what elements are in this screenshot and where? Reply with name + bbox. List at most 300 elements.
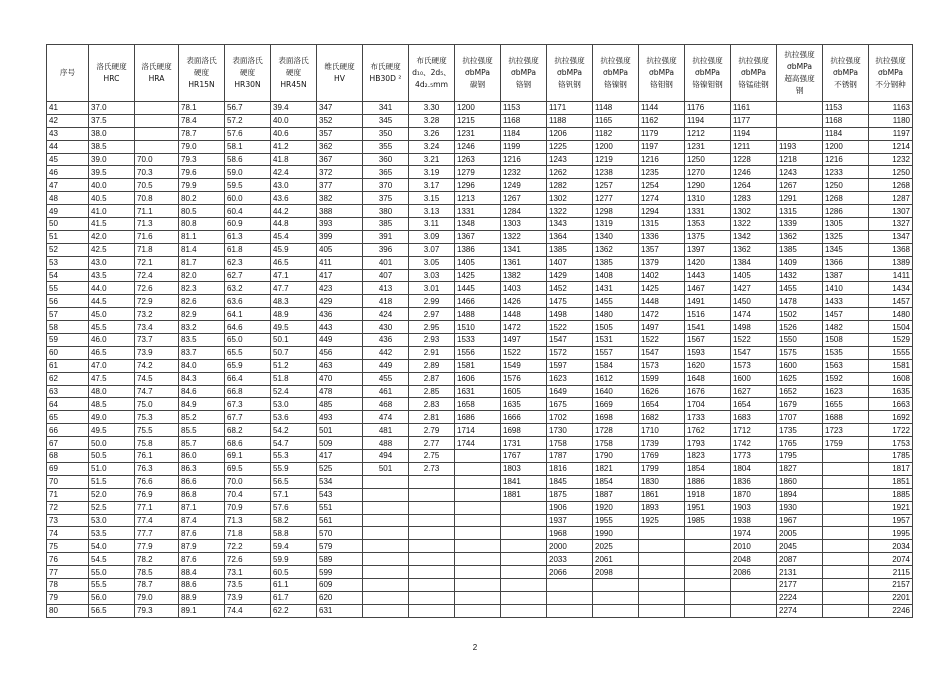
column-header-line: 铬镍钢 [604, 80, 627, 89]
table-cell [823, 475, 869, 488]
table-cell [135, 102, 179, 115]
table-cell: 382 [317, 192, 363, 205]
table-cell: 55.3 [271, 450, 317, 463]
table-cell: 2087 [777, 553, 823, 566]
table-cell: 79.3 [179, 153, 225, 166]
table-row [47, 553, 913, 566]
table-cell: 1153 [501, 102, 547, 115]
table-cell [685, 604, 731, 617]
table-cell: 1635 [501, 398, 547, 411]
table-cell: 2061 [593, 553, 639, 566]
table-cell: 1893 [639, 501, 685, 514]
table-cell [455, 540, 501, 553]
table-cell: 360 [363, 153, 409, 166]
table-cell: 71 [47, 488, 89, 501]
table-cell: 1549 [501, 359, 547, 372]
table-cell: 45.4 [271, 230, 317, 243]
table-row [47, 153, 913, 166]
table-cell: 82.0 [179, 269, 225, 282]
table-cell: 1457 [823, 308, 869, 321]
table-cell [455, 514, 501, 527]
table-cell: 1386 [455, 243, 501, 256]
table-cell: 1246 [455, 140, 501, 153]
table-cell: 494 [363, 450, 409, 463]
table-cell [501, 578, 547, 591]
table-cell: 443 [317, 321, 363, 334]
table-cell [363, 578, 409, 591]
table-cell: 51.5 [89, 475, 135, 488]
table-cell: 61.3 [225, 230, 271, 243]
column-header-line: 抗拉强度 [738, 56, 769, 65]
table-cell: 1508 [823, 334, 869, 347]
table-cell: 1443 [685, 269, 731, 282]
table-row [47, 269, 913, 282]
table-cell: 72.2 [225, 540, 271, 553]
table-cell: 1268 [869, 179, 913, 192]
table-cell: 2.79 [409, 424, 455, 437]
table-cell: 49.5 [89, 424, 135, 437]
table-row [47, 591, 913, 604]
table-cell: 1649 [547, 385, 593, 398]
table-cell: 1410 [823, 282, 869, 295]
table-cell: 1683 [731, 411, 777, 424]
table-cell: 3.09 [409, 230, 455, 243]
table-cell: 1765 [777, 437, 823, 450]
table-cell: 1854 [593, 475, 639, 488]
table-cell: 1723 [823, 424, 869, 437]
table-cell: 40.6 [271, 127, 317, 140]
table-cell [593, 604, 639, 617]
column-header [317, 45, 363, 102]
table-cell [455, 501, 501, 514]
table-cell [731, 578, 777, 591]
table-cell: 1357 [639, 243, 685, 256]
table-cell: 47 [47, 179, 89, 192]
table-cell: 1279 [455, 166, 501, 179]
table-cell: 417 [317, 269, 363, 282]
table-cell: 1522 [731, 334, 777, 347]
table-cell: 1211 [731, 140, 777, 153]
table-cell: 1531 [593, 334, 639, 347]
table-cell: 1731 [501, 437, 547, 450]
table-cell: 55.0 [89, 566, 135, 579]
table-cell: 352 [317, 114, 363, 127]
table-row [47, 256, 913, 269]
table-row [47, 475, 913, 488]
table-cell: 50 [47, 218, 89, 231]
table-cell: 609 [317, 578, 363, 591]
table-cell: 1698 [593, 411, 639, 424]
table-cell: 1200 [455, 102, 501, 115]
table-cell: 1432 [777, 269, 823, 282]
table-row [47, 166, 913, 179]
table-cell [685, 591, 731, 604]
table-cell: 1707 [777, 411, 823, 424]
table-cell: 73.1 [225, 566, 271, 579]
column-header-line: HR45N [280, 80, 307, 89]
table-cell: 2.87 [409, 372, 455, 385]
table-cell: 53.6 [271, 411, 317, 424]
column-header-line: σbMPa [740, 68, 767, 77]
table-cell: 1600 [777, 359, 823, 372]
table-row [47, 295, 913, 308]
table-cell: 1631 [455, 385, 501, 398]
table-cell: 78.7 [179, 127, 225, 140]
table-cell: 56.7 [225, 102, 271, 115]
table-cell: 37.0 [89, 102, 135, 115]
table-cell: 470 [317, 372, 363, 385]
table-cell: 1231 [455, 127, 501, 140]
table-cell: 1144 [639, 102, 685, 115]
table-cell [455, 566, 501, 579]
table-cell: 1165 [593, 114, 639, 127]
table-cell: 59.4 [271, 540, 317, 553]
table-row [47, 514, 913, 527]
table-row [47, 179, 913, 192]
table-row [47, 437, 913, 450]
table-cell: 41.0 [89, 205, 135, 218]
table-cell: 1450 [731, 295, 777, 308]
table-cell [455, 604, 501, 617]
table-row [47, 488, 913, 501]
table-cell: 87.6 [179, 527, 225, 540]
table-cell: 70.4 [225, 488, 271, 501]
table-cell: 1488 [455, 308, 501, 321]
table-cell: 73.9 [225, 591, 271, 604]
table-cell [547, 604, 593, 617]
table-cell: 73.5 [225, 578, 271, 591]
column-header-line: 不锈钢 [834, 80, 857, 89]
column-header-line: σbMPa [556, 68, 583, 77]
table-cell: 2034 [869, 540, 913, 553]
table-cell: 1767 [501, 450, 547, 463]
table-cell [455, 527, 501, 540]
table-cell: 1906 [547, 501, 593, 514]
table-cell: 77.1 [135, 501, 179, 514]
table-cell: 350 [363, 127, 409, 140]
table-cell: 1448 [639, 295, 685, 308]
table-cell: 69.1 [225, 450, 271, 463]
table-cell: 2.91 [409, 346, 455, 359]
table-cell: 1762 [685, 424, 731, 437]
table-cell: 1491 [685, 295, 731, 308]
column-header-line: HV [334, 74, 345, 83]
hardness-strength-table-container [46, 44, 910, 618]
table-cell: 1268 [823, 192, 869, 205]
table-cell: 1403 [501, 282, 547, 295]
table-cell: 60.5 [271, 566, 317, 579]
table-cell [135, 114, 179, 127]
table-cell: 72.6 [135, 282, 179, 295]
table-cell: 1225 [547, 140, 593, 153]
table-cell: 1168 [501, 114, 547, 127]
table-row [47, 372, 913, 385]
column-header-line: σbMPa [648, 68, 675, 77]
table-row [47, 346, 913, 359]
table-cell: 1250 [823, 179, 869, 192]
table-cell: 1420 [685, 256, 731, 269]
table-cell: 49 [47, 205, 89, 218]
column-header [501, 45, 547, 102]
column-header-line: σbMPa [464, 68, 491, 77]
table-cell: 56.5 [89, 604, 135, 617]
table-cell: 56.5 [271, 475, 317, 488]
table-cell: 493 [317, 411, 363, 424]
table-cell: 37.5 [89, 114, 135, 127]
column-header-line: 表面洛氏 [186, 56, 217, 65]
table-cell [823, 450, 869, 463]
column-header-line: 4d₂.₅mm [415, 80, 448, 89]
table-cell [685, 566, 731, 579]
table-cell: 1921 [869, 501, 913, 514]
table-cell: 1753 [869, 437, 913, 450]
table-cell: 1200 [593, 140, 639, 153]
table-cell: 54.5 [89, 553, 135, 566]
column-header-line: 抗拉强度 [692, 56, 723, 65]
table-cell: 1522 [501, 346, 547, 359]
table-cell: 2098 [593, 566, 639, 579]
table-cell: 1581 [869, 359, 913, 372]
table-row [47, 398, 913, 411]
table-cell: 1502 [777, 308, 823, 321]
table-cell: 1722 [869, 424, 913, 437]
table-cell: 78.2 [135, 553, 179, 566]
table-cell [639, 591, 685, 604]
table-cell: 1682 [639, 411, 685, 424]
table-cell: 1472 [639, 308, 685, 321]
column-header [225, 45, 271, 102]
table-cell: 1194 [731, 127, 777, 140]
table-cell: 52 [47, 243, 89, 256]
table-cell: 1232 [501, 166, 547, 179]
table-row [47, 566, 913, 579]
table-cell: 86.6 [179, 475, 225, 488]
table-cell [455, 578, 501, 591]
table-cell: 54.2 [271, 424, 317, 437]
table-cell: 1283 [731, 192, 777, 205]
table-cell: 1967 [777, 514, 823, 527]
table-cell: 67 [47, 437, 89, 450]
table-cell: 76.3 [135, 462, 179, 475]
table-cell: 84.6 [179, 385, 225, 398]
table-cell: 1497 [639, 321, 685, 334]
table-cell: 411 [317, 256, 363, 269]
table-cell [501, 501, 547, 514]
table-cell: 76 [47, 553, 89, 566]
table-cell: 1635 [869, 385, 913, 398]
column-header-line: σbMPa [602, 68, 629, 77]
table-cell: 1336 [639, 230, 685, 243]
table-cell: 1218 [777, 153, 823, 166]
table-cell: 1315 [639, 218, 685, 231]
table-cell: 1584 [593, 359, 639, 372]
table-cell: 38.0 [89, 127, 135, 140]
table-cell: 1516 [685, 308, 731, 321]
table-cell [501, 553, 547, 566]
table-cell: 52.4 [271, 385, 317, 398]
table-cell: 1385 [593, 256, 639, 269]
table-cell: 401 [363, 256, 409, 269]
column-header [271, 45, 317, 102]
table-cell: 1533 [455, 334, 501, 347]
table-cell: 73 [47, 514, 89, 527]
table-cell [363, 501, 409, 514]
table-cell: 1861 [639, 488, 685, 501]
table-cell: 1339 [777, 218, 823, 231]
table-cell: 79.0 [135, 591, 179, 604]
table-cell: 74.7 [135, 385, 179, 398]
table-cell: 75.8 [135, 437, 179, 450]
table-row [47, 578, 913, 591]
table-cell: 468 [363, 398, 409, 411]
table-row [47, 411, 913, 424]
table-cell: 70.5 [135, 179, 179, 192]
table-cell: 68 [47, 450, 89, 463]
table-cell: 1995 [869, 527, 913, 540]
table-cell: 1769 [639, 450, 685, 463]
table-cell: 1851 [869, 475, 913, 488]
table-cell [363, 566, 409, 579]
table-cell: 89.1 [179, 604, 225, 617]
table-cell: 72.1 [135, 256, 179, 269]
table-cell [363, 540, 409, 553]
column-header-line: 钢 [795, 86, 804, 95]
table-cell: 81.7 [179, 256, 225, 269]
table-cell: 46.5 [271, 256, 317, 269]
table-cell: 82.3 [179, 282, 225, 295]
table-cell: 1452 [547, 282, 593, 295]
table-cell: 1243 [547, 153, 593, 166]
table-cell [823, 462, 869, 475]
table-cell [593, 591, 639, 604]
table-cell: 43.6 [271, 192, 317, 205]
table-cell: 46.5 [89, 346, 135, 359]
table-cell: 66 [47, 424, 89, 437]
table-cell: 1368 [869, 243, 913, 256]
table-cell: 61.8 [225, 243, 271, 256]
table-cell: 56.0 [89, 591, 135, 604]
table-cell: 2025 [593, 540, 639, 553]
table-cell: 2.95 [409, 321, 455, 334]
table-cell: 1497 [501, 334, 547, 347]
table-cell: 43.0 [271, 179, 317, 192]
table-cell: 71.8 [135, 243, 179, 256]
table-cell: 71.3 [225, 514, 271, 527]
table-row [47, 501, 913, 514]
table-cell: 620 [317, 591, 363, 604]
table-cell [777, 114, 823, 127]
table-cell: 488 [363, 437, 409, 450]
table-cell: 1431 [593, 282, 639, 295]
table-cell: 1663 [869, 398, 913, 411]
table-cell: 1434 [869, 282, 913, 295]
table-cell: 80.5 [179, 205, 225, 218]
table-cell: 365 [363, 166, 409, 179]
table-cell: 1563 [823, 359, 869, 372]
table-cell: 1925 [639, 514, 685, 527]
table-cell: 70.8 [135, 192, 179, 205]
table-cell: 1773 [731, 450, 777, 463]
table-cell: 53 [47, 256, 89, 269]
table-cell: 478 [317, 385, 363, 398]
column-header-line: 硬度 [239, 68, 256, 77]
table-cell: 461 [363, 385, 409, 398]
table-cell: 1179 [639, 127, 685, 140]
table-cell [409, 527, 455, 540]
table-cell: 1572 [547, 346, 593, 359]
table-cell: 2.89 [409, 359, 455, 372]
column-header-line: 抗拉强度 [600, 56, 631, 65]
table-cell: 63.2 [225, 282, 271, 295]
table-cell: 1623 [823, 385, 869, 398]
table-cell: 1206 [547, 127, 593, 140]
table-cell: 1310 [685, 192, 731, 205]
column-header-line: 碳钢 [469, 80, 486, 89]
table-row [47, 334, 913, 347]
table-cell: 71.3 [135, 218, 179, 231]
table-cell: 1322 [547, 205, 593, 218]
table-cell: 55.5 [89, 578, 135, 591]
table-cell: 62.7 [225, 269, 271, 282]
column-header [363, 45, 409, 102]
column-header-line: σbMPa [694, 68, 721, 77]
table-header-row [47, 45, 913, 102]
table-cell: 413 [363, 282, 409, 295]
table-cell: 1385 [547, 243, 593, 256]
table-cell: 61 [47, 359, 89, 372]
table-cell: 1666 [501, 411, 547, 424]
table-cell: 2074 [869, 553, 913, 566]
table-cell: 83.2 [179, 321, 225, 334]
table-cell: 64.1 [225, 308, 271, 321]
table-cell: 51.0 [89, 462, 135, 475]
table-cell: 2.81 [409, 411, 455, 424]
table-cell: 43 [47, 127, 89, 140]
table-cell: 1480 [593, 308, 639, 321]
column-header-line: 铬钢 [515, 80, 532, 89]
table-cell: 436 [317, 308, 363, 321]
table-cell: 1457 [869, 295, 913, 308]
table-cell: 47.1 [271, 269, 317, 282]
column-header-line: 硬度 [285, 68, 302, 77]
table-cell: 1698 [501, 424, 547, 437]
table-cell: 424 [363, 308, 409, 321]
table-cell: 44.8 [271, 218, 317, 231]
table-cell: 62.3 [225, 256, 271, 269]
table-cell: 1930 [777, 501, 823, 514]
table-cell: 57 [47, 308, 89, 321]
table-cell [409, 488, 455, 501]
table-cell: 1466 [455, 295, 501, 308]
table-cell: 1341 [501, 243, 547, 256]
table-cell: 1555 [869, 346, 913, 359]
table-cell [409, 591, 455, 604]
table-cell: 53.0 [89, 514, 135, 527]
table-cell: 79.0 [179, 140, 225, 153]
table-cell: 53.5 [89, 527, 135, 540]
table-cell: 1214 [869, 140, 913, 153]
table-cell [363, 591, 409, 604]
table-cell: 423 [317, 282, 363, 295]
table-cell: 1541 [685, 321, 731, 334]
table-cell: 59.5 [225, 179, 271, 192]
table-cell: 2010 [731, 540, 777, 553]
table-cell: 1353 [685, 218, 731, 231]
table-cell: 1298 [593, 205, 639, 218]
table-cell: 1474 [731, 308, 777, 321]
table-cell: 1742 [731, 437, 777, 450]
table-cell: 1655 [823, 398, 869, 411]
